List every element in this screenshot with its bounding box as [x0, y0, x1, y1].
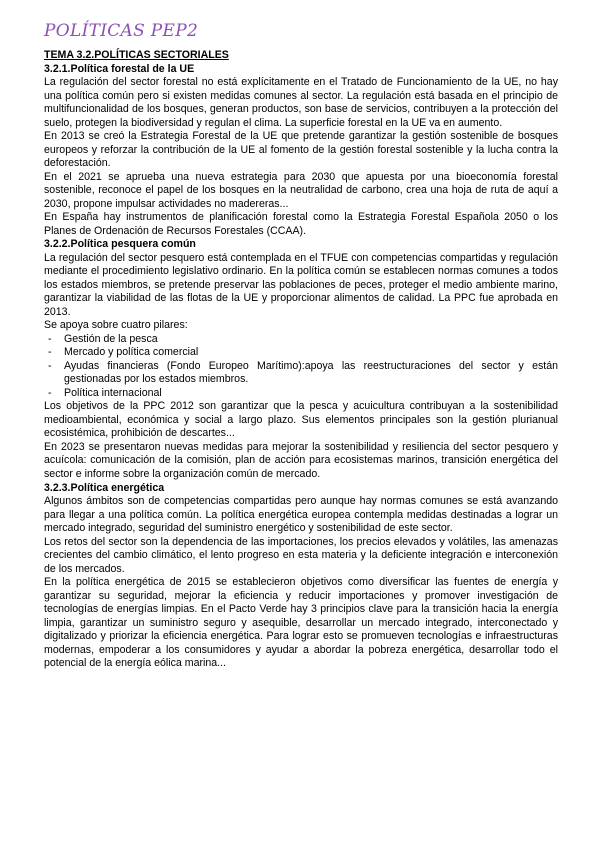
document-title: POLÍTICAS PEP2 [44, 21, 199, 41]
pesquera-intro: La regulación del sector pesquero está contemplada en el TFUE con competencias compartidas y regulación mediante el procedimiento legislativo ordinario. En la política común se establecen normas comunes a todos los estados miembros, se pretende preservar las poblaciones de peces, proteger el medio ambiente marino, garantizar la viabilidad de las flotas de la UE y proporcionar alimentos de calidad. La PPC fue aprobada en 2013. [44, 251, 558, 318]
forestal-paragraph: La regulación del sector forestal no está explícitamente en el Tratado de Funcionamiento de la UE, no hay una política común pero si existen medidas comunes al sector. La regulación está basada en el principio de multifuncionalidad de los bosques, generan productos, son base de servicios, contribuyen a la protección del suelo, protegen la biodiversidad y regulan el clima. La superficie forestal en la UE va en aumento. [44, 76, 558, 129]
pesquera-pillars-list [44, 333, 558, 401]
forestal-heading: 3.2.1.Política forestal de la UE [44, 62, 195, 75]
forestal-paragraph: En España hay instrumentos de planificación forestal como la Estrategia Forestal Española 2050 o los Planes de Ordenación de Recursos Forestales (CCAA). [44, 211, 558, 237]
energetica-heading: 3.2.3.Política energética [44, 481, 165, 494]
list-item: - Gestión de la pesca [44, 333, 558, 347]
forestal-paragraph: En 2013 se creó la Estrategia Forestal de la UE que pretende garantizar la gestión sostenible de bosques europeos y reforzar la contribución de la UE al fomento de la gestión forestal sostenible y la lucha contra la deforestación. [44, 130, 558, 170]
pesquera-pillars-intro: Se apoya sobre cuatro pilares: [44, 319, 188, 332]
pesquera-paragraph: En 2023 se presentaron nuevas medidas para mejorar la sostenibilidad y resiliencia del sector pesquero y acuícola: comunicación de la comisión, plan de acción para ecosistemas marinos, transición energética del sector e informe sobre la organización común de mercado. [44, 440, 558, 480]
forestal-paragraph: En el 2021 se aprueba una nueva estrategia para 2030 que apuesta por una bioeconomía forestal sostenible, reconoce el papel de los bosques en la neutralidad de carbono, crea una hoja de ruta de aquí a 2030, propone impulsar actividades no madereras... [44, 170, 558, 210]
pesquera-paragraph: Los objetivos de la PPC 2012 son garantizar que la pesca y acuicultura contribuyan a la sostenibilidad medioambiental, económica y social a largo plazo. Sus elementos principales son la gestión plurianual ecosistémica, prohibición de descartes... [44, 400, 558, 440]
energetica-paragraph: En la política energética de 2015 se establecieron objetivos como diversificar las fuentes de energía y garantizar su seguridad, mejorar la eficiencia y reducir importaciones y promover investigación de tecnologías de energías limpias. En el Pacto Verde hay 3 principios clave para la transición hacia la energía limpia, garantizar un suministro seguro y asequible, desarrollar un mercado integrado, interconectado y digitalizado y priorizar la eficiencia energética. Para lograr esto se promueven tecnologías e infraestructuras modernas, empoderar a los consumidores y ayudar a abordar la pobreza energética, desarrollar todo el potencial de la energía eólica marina... [44, 576, 558, 670]
tema-heading: TEMA 3.2.POLÍTICAS SECTORIALES [44, 49, 229, 61]
list-item: - Política internacional [44, 387, 558, 401]
document-body [44, 49, 558, 671]
list-item: - Ayudas financieras (Fondo Europeo Marítimo):apoya las reestructuraciones del sector y están gestionadas por los estados miembros. [44, 360, 558, 387]
energetica-paragraph: Los retos del sector son la dependencia de las importaciones, los precios elevados y volátiles, las amenazas crecientes del cambio climático, el lento progreso en esta materia y la deficiente integración e interconexión de los mercados. [44, 535, 558, 575]
pesquera-heading: 3.2.2.Política pesquera común [44, 238, 196, 251]
list-item: - Mercado y política comercial [44, 346, 558, 360]
energetica-paragraph: Algunos ámbitos son de competencias compartidas pero aunque hay normas comunes se está avanzando para llegar a una política común. La política energética europea contempla medidas destinadas a lograr un mercado integrado, seguridad del suministro energético y sostenibilidad de este sector. [44, 495, 558, 535]
